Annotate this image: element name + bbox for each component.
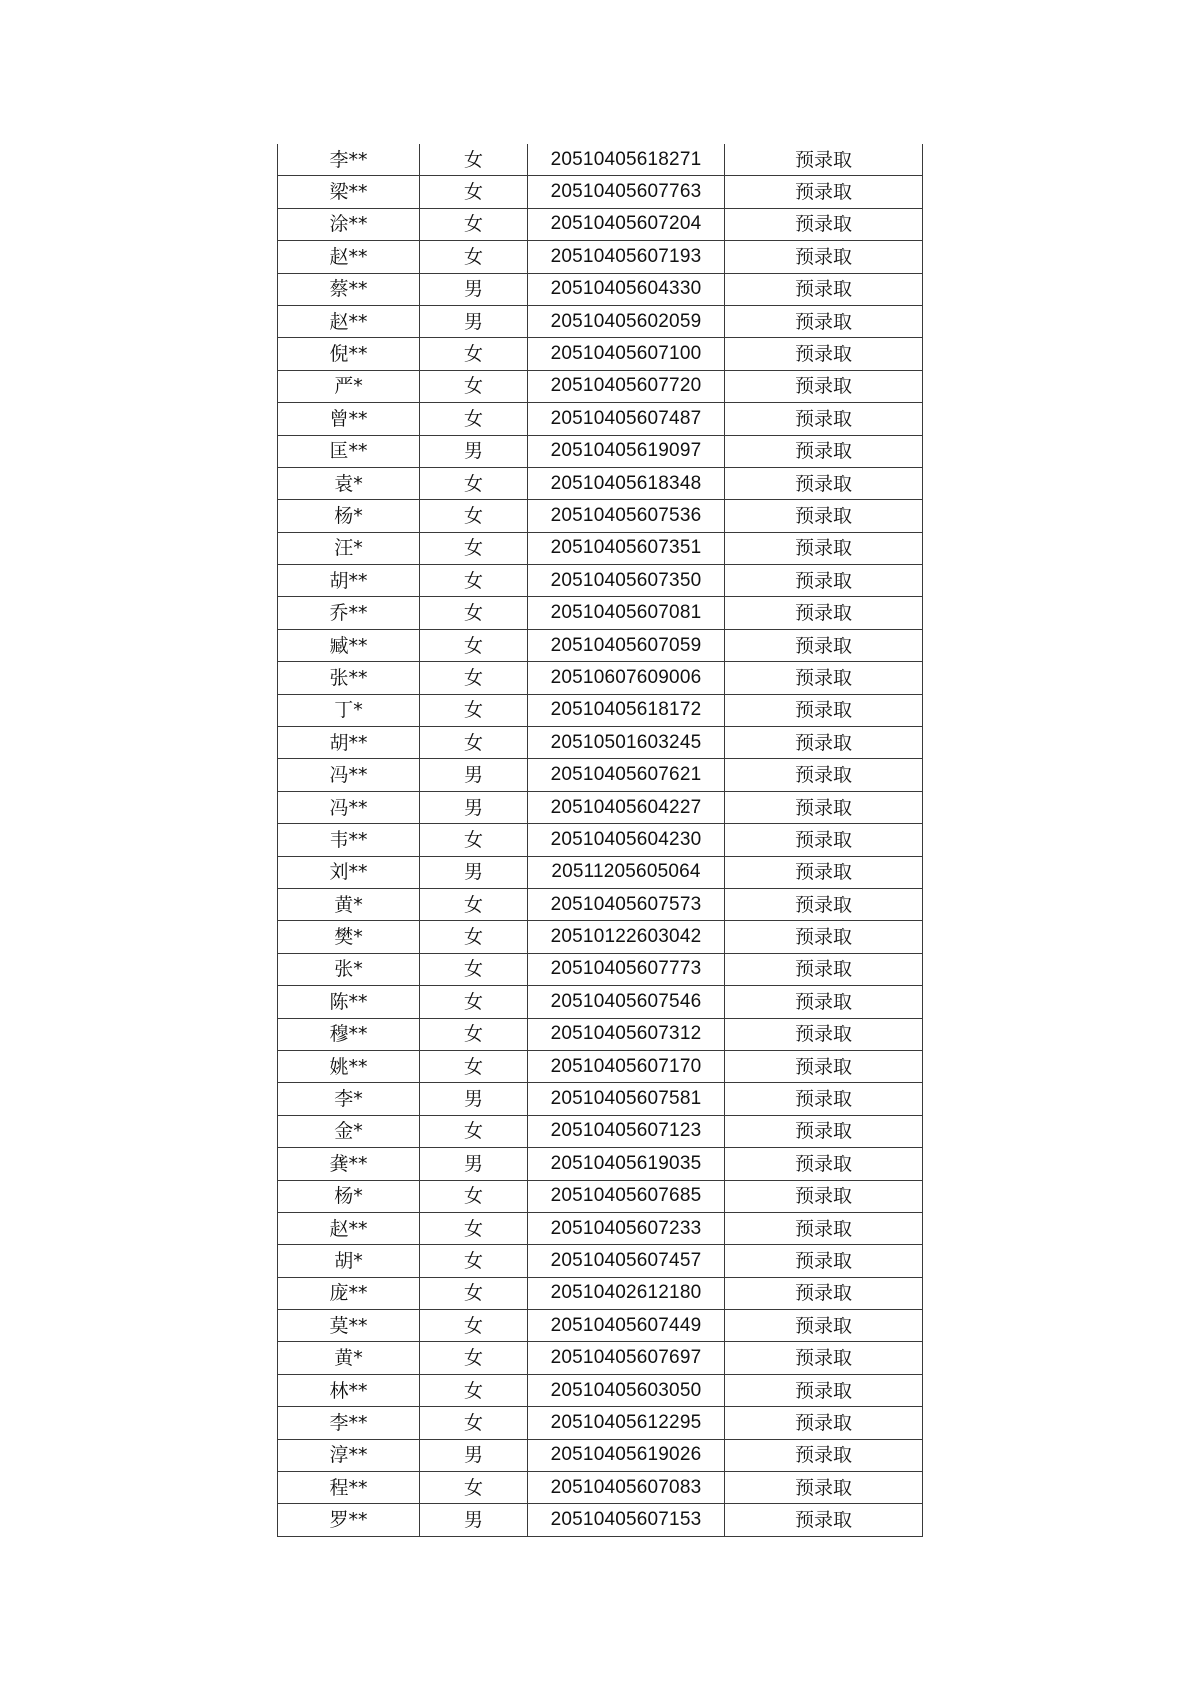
candidate-id-cell: 20510405607720 xyxy=(528,370,725,402)
table-row xyxy=(278,662,923,694)
name-cell: 庞** xyxy=(278,1277,420,1309)
candidate-id-cell: 20510122603042 xyxy=(528,921,725,953)
status-cell: 预录取 xyxy=(725,597,923,629)
name-cell: 胡** xyxy=(278,565,420,597)
status-cell: 预录取 xyxy=(725,370,923,402)
gender-cell: 女 xyxy=(420,1050,528,1082)
name-cell: 梁** xyxy=(278,176,420,208)
gender-cell: 女 xyxy=(420,1277,528,1309)
name-cell: 胡* xyxy=(278,1245,420,1277)
gender-cell: 女 xyxy=(420,532,528,564)
table-row xyxy=(278,629,923,661)
table-row xyxy=(278,273,923,305)
gender-cell: 女 xyxy=(420,727,528,759)
table-row xyxy=(278,208,923,240)
status-cell: 预录取 xyxy=(725,1018,923,1050)
table-row xyxy=(278,1083,923,1115)
candidate-id-cell: 20510405607350 xyxy=(528,565,725,597)
gender-cell: 女 xyxy=(420,597,528,629)
gender-cell: 女 xyxy=(420,1407,528,1439)
gender-cell: 女 xyxy=(420,921,528,953)
name-cell: 韦** xyxy=(278,824,420,856)
candidate-id-cell: 20510405607233 xyxy=(528,1212,725,1244)
gender-cell: 男 xyxy=(420,759,528,791)
candidate-id-cell: 20510405607170 xyxy=(528,1050,725,1082)
name-cell: 杨* xyxy=(278,1180,420,1212)
name-cell: 樊* xyxy=(278,921,420,953)
candidate-id-cell: 20511205605064 xyxy=(528,856,725,888)
candidate-id-cell: 20510405619026 xyxy=(528,1439,725,1471)
candidate-id-cell: 20510607609006 xyxy=(528,662,725,694)
candidate-id-cell: 20510405607487 xyxy=(528,403,725,435)
name-cell: 林** xyxy=(278,1374,420,1406)
name-cell: 李** xyxy=(278,144,420,176)
status-cell: 预录取 xyxy=(725,662,923,694)
gender-cell: 女 xyxy=(420,467,528,499)
candidate-id-cell: 20510405607083 xyxy=(528,1472,725,1504)
table-row xyxy=(278,1245,923,1277)
name-cell: 赵** xyxy=(278,241,420,273)
status-cell: 预录取 xyxy=(725,467,923,499)
status-cell: 预录取 xyxy=(725,1148,923,1180)
candidate-id-cell: 20510405607100 xyxy=(528,338,725,370)
status-cell: 预录取 xyxy=(725,921,923,953)
gender-cell: 女 xyxy=(420,1180,528,1212)
candidate-id-cell: 20510405607773 xyxy=(528,953,725,985)
gender-cell: 女 xyxy=(420,370,528,402)
status-cell: 预录取 xyxy=(725,953,923,985)
status-cell: 预录取 xyxy=(725,565,923,597)
name-cell: 杨* xyxy=(278,500,420,532)
name-cell: 赵** xyxy=(278,305,420,337)
table-row xyxy=(278,888,923,920)
status-cell: 预录取 xyxy=(725,176,923,208)
status-cell: 预录取 xyxy=(725,1050,923,1082)
name-cell: 曾** xyxy=(278,403,420,435)
status-cell: 预录取 xyxy=(725,727,923,759)
name-cell: 李* xyxy=(278,1083,420,1115)
table-row xyxy=(278,565,923,597)
table-row xyxy=(278,144,923,176)
name-cell: 莫** xyxy=(278,1310,420,1342)
candidate-id-cell: 20510405603050 xyxy=(528,1374,725,1406)
candidate-id-cell: 20510405618348 xyxy=(528,467,725,499)
candidate-id-cell: 20510405618271 xyxy=(528,144,725,176)
candidate-id-cell: 20510405607763 xyxy=(528,176,725,208)
gender-cell: 女 xyxy=(420,403,528,435)
status-cell: 预录取 xyxy=(725,1277,923,1309)
gender-cell: 女 xyxy=(420,1472,528,1504)
status-cell: 预录取 xyxy=(725,1180,923,1212)
table-row xyxy=(278,824,923,856)
table-row xyxy=(278,1018,923,1050)
name-cell: 张* xyxy=(278,953,420,985)
candidate-id-cell: 20510405607457 xyxy=(528,1245,725,1277)
gender-cell: 男 xyxy=(420,435,528,467)
gender-cell: 女 xyxy=(420,662,528,694)
gender-cell: 女 xyxy=(420,1115,528,1147)
gender-cell: 男 xyxy=(420,273,528,305)
table-row xyxy=(278,759,923,791)
status-cell: 预录取 xyxy=(725,403,923,435)
name-cell: 淳** xyxy=(278,1439,420,1471)
candidate-id-cell: 20510405607581 xyxy=(528,1083,725,1115)
table-row xyxy=(278,1472,923,1504)
name-cell: 冯** xyxy=(278,759,420,791)
candidate-id-cell: 20510405607697 xyxy=(528,1342,725,1374)
candidate-id-cell: 20510405604330 xyxy=(528,273,725,305)
name-cell: 蔡** xyxy=(278,273,420,305)
gender-cell: 女 xyxy=(420,176,528,208)
name-cell: 陈** xyxy=(278,986,420,1018)
table-row xyxy=(278,597,923,629)
name-cell: 罗** xyxy=(278,1504,420,1536)
candidate-id-cell: 20510405607536 xyxy=(528,500,725,532)
name-cell: 刘** xyxy=(278,856,420,888)
status-cell: 预录取 xyxy=(725,1407,923,1439)
candidate-id-cell: 20510405619035 xyxy=(528,1148,725,1180)
candidate-id-cell: 20510405618172 xyxy=(528,694,725,726)
name-cell: 黄* xyxy=(278,1342,420,1374)
table-row xyxy=(278,532,923,564)
gender-cell: 女 xyxy=(420,1374,528,1406)
admission-table-body xyxy=(278,144,923,1536)
table-row xyxy=(278,1115,923,1147)
table-row xyxy=(278,856,923,888)
table-row xyxy=(278,1504,923,1536)
table-row xyxy=(278,338,923,370)
gender-cell: 女 xyxy=(420,208,528,240)
candidate-id-cell: 20510405607573 xyxy=(528,888,725,920)
status-cell: 预录取 xyxy=(725,694,923,726)
name-cell: 穆** xyxy=(278,1018,420,1050)
name-cell: 严* xyxy=(278,370,420,402)
name-cell: 李** xyxy=(278,1407,420,1439)
gender-cell: 女 xyxy=(420,694,528,726)
table-row xyxy=(278,727,923,759)
status-cell: 预录取 xyxy=(725,986,923,1018)
candidate-id-cell: 20510405607351 xyxy=(528,532,725,564)
status-cell: 预录取 xyxy=(725,1374,923,1406)
table-row xyxy=(278,1310,923,1342)
candidate-id-cell: 20510405607685 xyxy=(528,1180,725,1212)
candidate-id-cell: 20510501603245 xyxy=(528,727,725,759)
name-cell: 袁* xyxy=(278,467,420,499)
candidate-id-cell: 20510405607059 xyxy=(528,629,725,661)
status-cell: 预录取 xyxy=(725,1472,923,1504)
gender-cell: 男 xyxy=(420,305,528,337)
table-row xyxy=(278,791,923,823)
table-row xyxy=(278,921,923,953)
table-row xyxy=(278,176,923,208)
gender-cell: 女 xyxy=(420,1018,528,1050)
name-cell: 倪** xyxy=(278,338,420,370)
gender-cell: 女 xyxy=(420,888,528,920)
candidate-id-cell: 20510405604230 xyxy=(528,824,725,856)
status-cell: 预录取 xyxy=(725,273,923,305)
gender-cell: 女 xyxy=(420,1342,528,1374)
gender-cell: 男 xyxy=(420,1083,528,1115)
status-cell: 预录取 xyxy=(725,144,923,176)
candidate-id-cell: 20510405607123 xyxy=(528,1115,725,1147)
status-cell: 预录取 xyxy=(725,1115,923,1147)
status-cell: 预录取 xyxy=(725,1083,923,1115)
name-cell: 匡** xyxy=(278,435,420,467)
status-cell: 预录取 xyxy=(725,1310,923,1342)
candidate-id-cell: 20510405607546 xyxy=(528,986,725,1018)
status-cell: 预录取 xyxy=(725,791,923,823)
table-row xyxy=(278,467,923,499)
candidate-id-cell: 20510405607081 xyxy=(528,597,725,629)
name-cell: 金* xyxy=(278,1115,420,1147)
status-cell: 预录取 xyxy=(725,241,923,273)
status-cell: 预录取 xyxy=(725,856,923,888)
table-row xyxy=(278,241,923,273)
gender-cell: 女 xyxy=(420,824,528,856)
name-cell: 臧** xyxy=(278,629,420,661)
candidate-id-cell: 20510405619097 xyxy=(528,435,725,467)
candidate-id-cell: 20510402612180 xyxy=(528,1277,725,1309)
gender-cell: 女 xyxy=(420,565,528,597)
gender-cell: 男 xyxy=(420,791,528,823)
status-cell: 预录取 xyxy=(725,1439,923,1471)
table-row xyxy=(278,370,923,402)
name-cell: 汪* xyxy=(278,532,420,564)
status-cell: 预录取 xyxy=(725,500,923,532)
gender-cell: 女 xyxy=(420,338,528,370)
table-row xyxy=(278,1374,923,1406)
table-row xyxy=(278,1439,923,1471)
candidate-id-cell: 20510405607449 xyxy=(528,1310,725,1342)
table-row xyxy=(278,1342,923,1374)
status-cell: 预录取 xyxy=(725,824,923,856)
name-cell: 姚** xyxy=(278,1050,420,1082)
name-cell: 张** xyxy=(278,662,420,694)
status-cell: 预录取 xyxy=(725,1504,923,1536)
status-cell: 预录取 xyxy=(725,1342,923,1374)
table-row xyxy=(278,500,923,532)
table-row xyxy=(278,1277,923,1309)
gender-cell: 女 xyxy=(420,629,528,661)
gender-cell: 女 xyxy=(420,1212,528,1244)
table-row xyxy=(278,305,923,337)
table-row xyxy=(278,435,923,467)
table-row xyxy=(278,1407,923,1439)
candidate-id-cell: 20510405607153 xyxy=(528,1504,725,1536)
table-row xyxy=(278,1148,923,1180)
name-cell: 胡** xyxy=(278,727,420,759)
candidate-id-cell: 20510405602059 xyxy=(528,305,725,337)
name-cell: 涂** xyxy=(278,208,420,240)
gender-cell: 男 xyxy=(420,1504,528,1536)
name-cell: 程** xyxy=(278,1472,420,1504)
gender-cell: 女 xyxy=(420,953,528,985)
candidate-id-cell: 20510405612295 xyxy=(528,1407,725,1439)
name-cell: 丁* xyxy=(278,694,420,726)
status-cell: 预录取 xyxy=(725,1212,923,1244)
gender-cell: 女 xyxy=(420,500,528,532)
status-cell: 预录取 xyxy=(725,435,923,467)
table-row xyxy=(278,1050,923,1082)
gender-cell: 男 xyxy=(420,856,528,888)
table-row xyxy=(278,986,923,1018)
table-row xyxy=(278,403,923,435)
name-cell: 乔** xyxy=(278,597,420,629)
gender-cell: 女 xyxy=(420,241,528,273)
status-cell: 预录取 xyxy=(725,338,923,370)
gender-cell: 女 xyxy=(420,1245,528,1277)
status-cell: 预录取 xyxy=(725,1245,923,1277)
name-cell: 冯** xyxy=(278,791,420,823)
candidate-id-cell: 20510405607204 xyxy=(528,208,725,240)
name-cell: 黄* xyxy=(278,888,420,920)
table-row xyxy=(278,1212,923,1244)
table-row xyxy=(278,694,923,726)
status-cell: 预录取 xyxy=(725,629,923,661)
candidate-id-cell: 20510405607312 xyxy=(528,1018,725,1050)
status-cell: 预录取 xyxy=(725,532,923,564)
table-row xyxy=(278,953,923,985)
candidate-id-cell: 20510405607193 xyxy=(528,241,725,273)
gender-cell: 女 xyxy=(420,1310,528,1342)
table-row xyxy=(278,1180,923,1212)
status-cell: 预录取 xyxy=(725,759,923,791)
gender-cell: 女 xyxy=(420,986,528,1018)
candidate-id-cell: 20510405604227 xyxy=(528,791,725,823)
gender-cell: 女 xyxy=(420,144,528,176)
admission-table xyxy=(277,144,923,1537)
status-cell: 预录取 xyxy=(725,208,923,240)
status-cell: 预录取 xyxy=(725,888,923,920)
name-cell: 赵** xyxy=(278,1212,420,1244)
candidate-id-cell: 20510405607621 xyxy=(528,759,725,791)
name-cell: 龚** xyxy=(278,1148,420,1180)
status-cell: 预录取 xyxy=(725,305,923,337)
gender-cell: 男 xyxy=(420,1439,528,1471)
gender-cell: 男 xyxy=(420,1148,528,1180)
